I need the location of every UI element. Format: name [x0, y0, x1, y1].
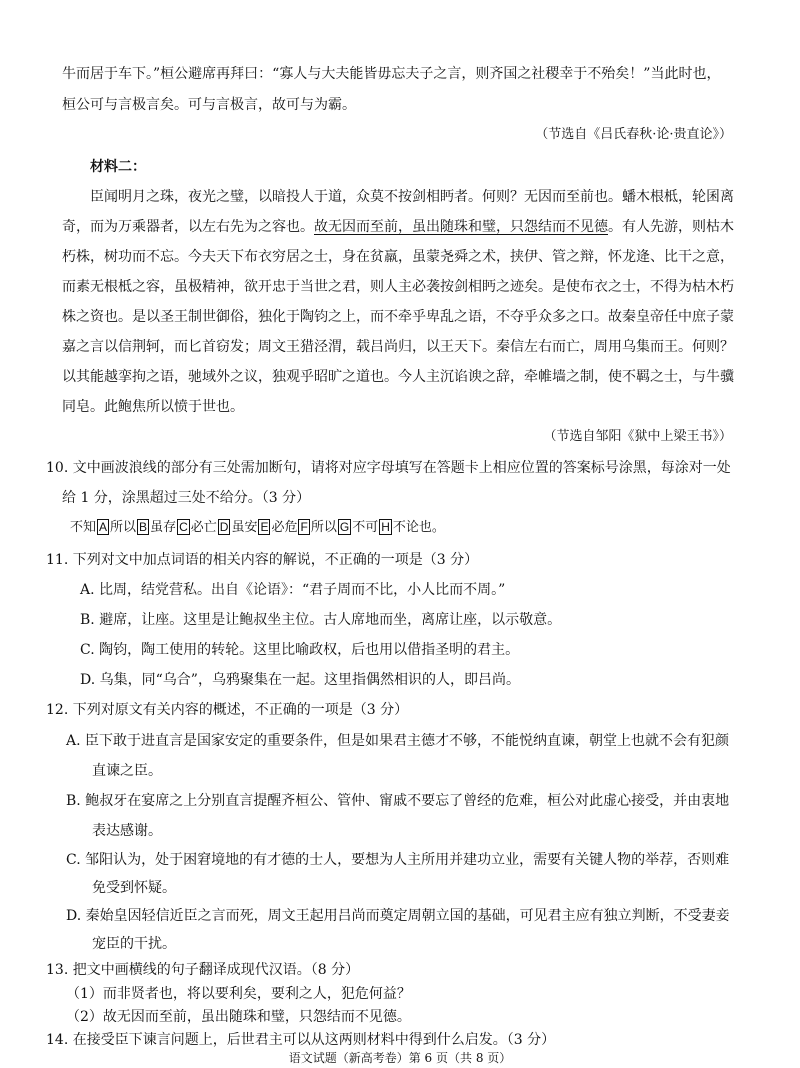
page-footer: 语文试题（新高考卷）第 6 页（共 8 页） [288, 1051, 512, 1065]
option-box-c[interactable]: C [179, 520, 188, 534]
passage2-source: （节选自邹阳《狱中上梁王书》） [543, 429, 732, 444]
question-14-stem: 14. 在接受臣下谏言问题上，后世君主可以从这两则材料中得到什么启发。（3 分） [46, 1032, 556, 1048]
dotted-word-wuji: 乌集 [622, 339, 650, 355]
question-10-options [70, 518, 445, 538]
question-12-stem: 12. 下列对原文有关内容的概述，不正确的一项是（3 分） [46, 702, 409, 718]
option-box-d[interactable]: D [219, 520, 229, 534]
passage2-line-5a: 株之资也。是以圣王制世御俗，独化于 [62, 309, 300, 325]
option-box-f[interactable]: F [300, 520, 308, 534]
passage2-line-1: 臣闻明月之珠，夜光之璧，以暗投人于道，众莫不按剑相眄者。何则？无因而至前也。蟠木根柢，轮囷离 [90, 189, 734, 205]
material-two-heading: 材料二： [90, 159, 146, 175]
option-box-e[interactable]: E [260, 520, 269, 534]
option-box-h[interactable]: H [381, 520, 390, 534]
passage2-line-6 [62, 337, 734, 357]
question-11-option-d: D. 乌集，同“乌合”，乌鸦聚集在一起。这里指偶然相识的人，即吕尚。 [80, 672, 520, 688]
question-11-option-b: B. 避席，让座。这里是让鲍叔坐主位。古人席地而坐，离席让座，以示敬意。 [80, 612, 562, 628]
passage2-line-6a: 嘉之言以信荆轲，而匕首窃发；周文王猎泾渭，载吕尚归，以王天下。秦信左右而亡，周用 [62, 339, 622, 355]
underlined-sentence: 故无因而至前，虽出随珠和璧，只怨结而不见德 [314, 219, 608, 235]
passage2-line-2c: 。有人先游，则枯木 [608, 219, 734, 235]
question-12-option-a-cont: 直谏之臣。 [92, 763, 162, 779]
passage1-source: （节选自《吕氏春秋·论·贵直论》） [535, 127, 732, 142]
segment: 不知 [70, 520, 97, 535]
question-11-option-c: C. 陶钧，陶工使用的转轮。这里比喻政权，后也用以借指圣明的君主。 [80, 642, 520, 658]
segment: 虽安 [231, 520, 258, 535]
question-11-option-a: A. 比周，结党营私。出自《论语》：“君子周而不比，小人比而不周。” [80, 582, 506, 598]
question-12-option-b: B. 鲍叔牙在宴席之上分别直言提醒齐桓公、管仲、甯戚不要忘了曾经的危难，桓公对此虚心接受，并由衷地 [66, 793, 730, 809]
option-box-b[interactable]: B [139, 520, 148, 534]
passage2-line-5 [62, 307, 734, 327]
passage1-line-2: 桓公可与言极言矣。可与言极言，故可与为霸。 [62, 97, 356, 113]
question-12-option-d-cont: 宠臣的干扰。 [92, 936, 176, 952]
question-10-stem-cont: 给 1 分，涂黑超过三处不给分。（3 分） [62, 490, 311, 506]
passage2-line-5c: 之上，而不牵乎卑乱之语，不夺乎众多之口。故秦皇帝任中庶子蒙 [328, 309, 734, 325]
question-12-option-b-cont: 表达感谢。 [92, 823, 162, 839]
segment: 所以 [310, 520, 337, 535]
question-11-stem: 11. 下列对文中加点词语的相关内容的解说，不正确的一项是（3 分） [46, 552, 479, 568]
question-10-stem: 10. 文中画波浪线的部分有三处需加断句，请将对应字母填写在答题卡上相应位置的答案标号涂黑，每涂对一处 [46, 460, 731, 476]
segment: 虽存 [150, 520, 177, 535]
question-12-option-c: C. 邹阳认为，处于困窘境地的有才德的士人，要想为人主所用并建功立业，需要有关键人物的举荐，否则难 [66, 852, 730, 868]
segment: 所以 [110, 520, 137, 535]
question-12-option-d: D. 秦始皇因轻信近臣之言而死，周文王起用吕尚而奠定周朝立国的基础，可见君主应有独立判断，不受妻妾 [66, 908, 730, 924]
question-12-option-a: A. 臣下敢于进直言是国家安定的重要条件，但是如果君主德才不够，不能悦纳直谏，朝堂上也就不会有犯颜 [66, 733, 730, 749]
option-box-a[interactable]: A [99, 520, 108, 534]
question-13-sentence-1: （1）而非贤者也，将以要利矣，要利之人，犯危何益？ [66, 986, 411, 1002]
passage2-line-8: 同皂。此鲍焦所以愤于世也。 [62, 399, 244, 415]
segment: 不可 [352, 520, 379, 535]
option-box-g[interactable]: G [339, 520, 350, 534]
passage1-line-1: 牛而居于车下。”桓公避席再拜曰：“寡人与大夫能皆毋忘夫子之言，则齐国之社稷幸于不殆矣！”当此时也， [62, 66, 721, 82]
question-13-sentence-2: （2）故无因而至前，虽出随珠和璧，只怨结而不见德。 [66, 1009, 411, 1025]
passage2-line-4: 而素无根柢之容，虽极精神，欲开忠于当世之君，则人主必袭按剑相眄之迹矣。是使布衣之士，不得为枯木朽 [62, 279, 734, 295]
dotted-word-taojun: 陶钧 [300, 309, 328, 325]
segment: 必亡 [190, 520, 217, 535]
question-12-option-c-cont: 免受到怀疑。 [92, 880, 176, 896]
passage2-line-2 [62, 217, 734, 237]
segment: 必危 [271, 520, 298, 535]
passage2-line-7: 以其能越挛拘之语，驰域外之议，独观乎昭旷之道也。今人主沉谄谀之辞，牵帷墙之制，使不羁之士，与牛骥 [62, 369, 734, 385]
passage2-line-3: 朽株，树功而不忘。今夫天下布衣穷居之士，身在贫羸，虽蒙尧舜之术，挟伊、管之辩，怀龙逄、比干之意， [62, 249, 734, 265]
segment: 不论也。 [392, 520, 445, 535]
passage2-line-2a: 奇，而为万乘器者，以左右先为之容也。 [62, 219, 314, 235]
passage2-line-6c: 而王。何则？ [650, 339, 734, 355]
question-13-stem: 13. 把文中画横线的句子翻译成现代汉语。（8 分） [46, 962, 360, 978]
